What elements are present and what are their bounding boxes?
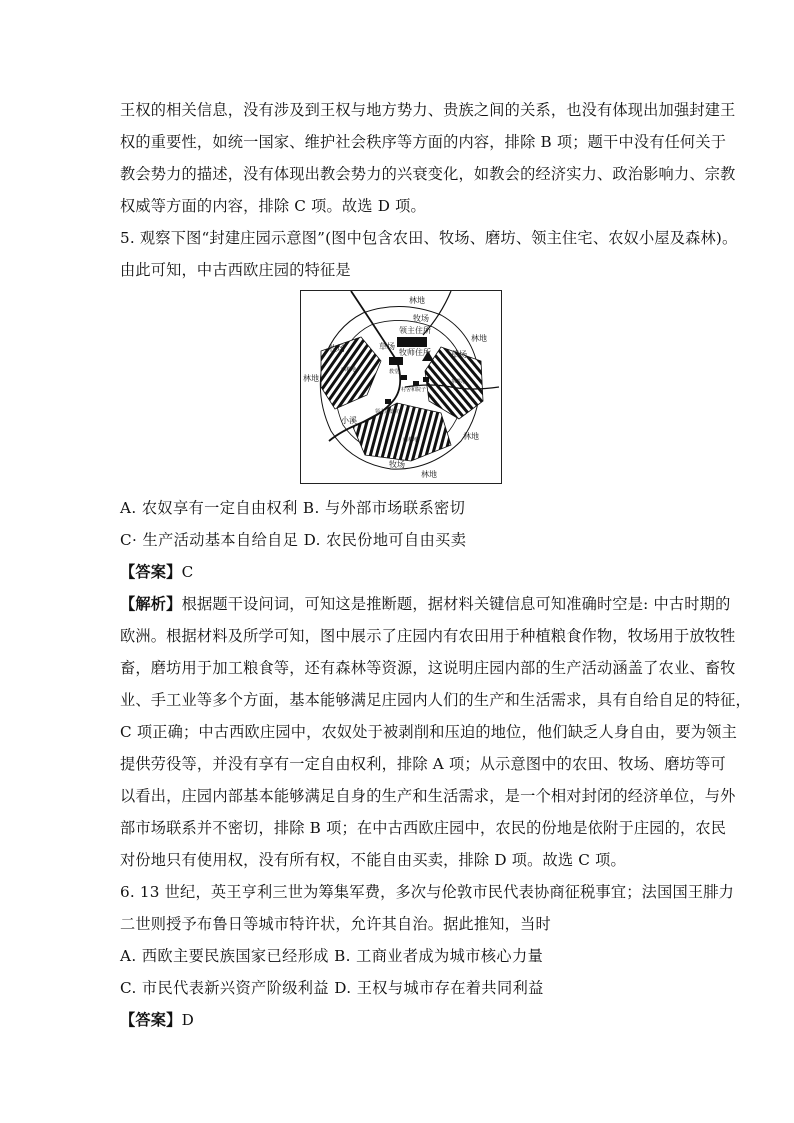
label-lord-house: 领主住所 xyxy=(399,326,431,335)
q5-analysis-label: 【解析】 xyxy=(120,595,182,613)
label-mill: 领主的磨坊 xyxy=(375,409,401,415)
cottage xyxy=(401,375,407,380)
prev-paragraph-line-2: 权的重要性，如统一国家、维护社会秩序等方面的内容，排除 B 项；题干中没有任何关于 xyxy=(120,133,727,151)
label-church: 教堂 xyxy=(389,369,400,375)
q5-stem-line-2: 由此可知，中古西欧庄园的特征是 xyxy=(120,261,351,279)
label-pasture-left: 牧场 xyxy=(329,344,345,353)
q5-analysis-line-1 xyxy=(120,594,731,614)
q5-analysis-text-1: 根据题干设问词，可知这是推断题，据材料关键信息可知准确时空是: 中古时期的 xyxy=(181,595,731,613)
q5-analysis-line-4: 业、手工业等多个方面，基本能够满足庄园内人们的生产和生活需求，具有自给自足的特征， xyxy=(120,691,751,709)
label-demesne-3: 南耕地 xyxy=(403,437,419,443)
label-priest-house: 牧师住所 xyxy=(399,348,431,357)
q6-options-line-1: A. 西欧主要民族国家已经形成 B. 工商业者成为城市核心力量 xyxy=(120,947,544,965)
label-meadow-right: 草场 xyxy=(451,350,467,359)
label-stream: 小溪 xyxy=(341,416,357,425)
cottage xyxy=(413,381,419,386)
label-forest-left: 林地 xyxy=(303,374,319,383)
q5-analysis-line-8: 部市场联系并不密切，排除 B 项；在中古西欧庄园中，农民的份地是依附于庄园的，农民 xyxy=(120,819,727,837)
q5-stem-line-1: 5. 观察下图“封建庄园示意图”(图中包含农田、牧场、磨坊、领主住宅、农奴小屋及森林)。 xyxy=(120,229,738,247)
q5-answer xyxy=(120,562,680,582)
field-south xyxy=(353,403,451,461)
q6-answer-label: 【答案】 xyxy=(120,1011,182,1029)
q5-answer-value: C xyxy=(181,563,194,581)
q6-stem-line-2: 二世则授予布鲁日等城市特许状，允许其自治。据此推知，当时 xyxy=(120,915,551,933)
label-demesne-1: 西耕地 xyxy=(341,367,357,373)
label-forest-top: 林地 xyxy=(409,296,425,305)
label-meadow-left: 草场 xyxy=(379,342,395,351)
label-village: 村舍和院子 xyxy=(401,387,427,393)
q5-analysis-line-3: 畜，磨坊用于加工粮食等，还有森林等资源，这说明庄园内部的生产活动涵盖了农业、畜牧 xyxy=(120,659,736,677)
cottage xyxy=(423,377,429,382)
prev-paragraph-line-4: 权威等方面的内容，排除 C 项。故选 D 项。 xyxy=(120,197,426,215)
manor-map-figure xyxy=(300,290,502,484)
mill-building xyxy=(385,399,391,404)
label-forest-lower-right: 林地 xyxy=(463,432,479,441)
manor-map-svg xyxy=(301,291,501,483)
q6-options-line-2: C. 市民代表新兴资产阶级利益 D. 王权与城市存在着共同利益 xyxy=(120,979,544,997)
lord-house xyxy=(397,337,427,347)
q6-answer-value: D xyxy=(181,1011,194,1029)
label-pasture-top: 牧场 xyxy=(413,314,429,323)
label-demesne-2: 东耕地 xyxy=(451,379,467,385)
q5-options-line-2: C· 生产活动基本自给自足 D. 农民份地可自由买卖 xyxy=(120,531,467,549)
q5-analysis-line-6: 提供劳役等，并没有享有一定自由权利，排除 A 项；从示意图中的农田、牧场、磨坊等可 xyxy=(120,755,726,773)
q5-analysis-line-2: 欧洲。根据材料及所学可知，图中展示了庄园内有农田用于种植粮食作物，牧场用于放牧牲 xyxy=(120,627,736,645)
prev-paragraph-line-1: 王权的相关信息，没有涉及到王权与地方势力、贵族之间的关系，也没有体现出加强封建王 xyxy=(120,101,736,119)
label-forest-right: 林地 xyxy=(471,334,487,343)
label-forest-bottom: 林地 xyxy=(421,470,437,479)
q5-options-line-1: A. 农奴享有一定自由权利 B. 与外部市场联系密切 xyxy=(120,499,466,517)
label-pasture-bottom: 牧场 xyxy=(389,460,405,469)
q5-analysis-line-5: C 项正确；中古西欧庄园中，农奴处于被剥削和压迫的地位，他们缺乏人身自由，要为领主 xyxy=(120,723,737,741)
q5-analysis-line-7: 以看出，庄园内部基本能够满足自身的生产和生活需求，是一个相对封闭的经济单位，与外 xyxy=(120,787,736,805)
q5-analysis-line-9: 对份地只有使用权，没有所有权，不能自由买卖，排除 D 项。故选 C 项。 xyxy=(120,851,626,869)
q6-answer xyxy=(120,1010,680,1030)
q5-answer-label: 【答案】 xyxy=(120,563,182,581)
q6-stem-line-1: 6. 13 世纪，英王亨利三世为筹集军费，多次与伦敦市民代表协商征税事宜；法国国王腓力 xyxy=(120,883,735,901)
prev-paragraph-line-3: 教会势力的描述，没有体现出教会势力的兴衰变化，如教会的经济实力、政治影响力、宗教 xyxy=(120,165,736,183)
